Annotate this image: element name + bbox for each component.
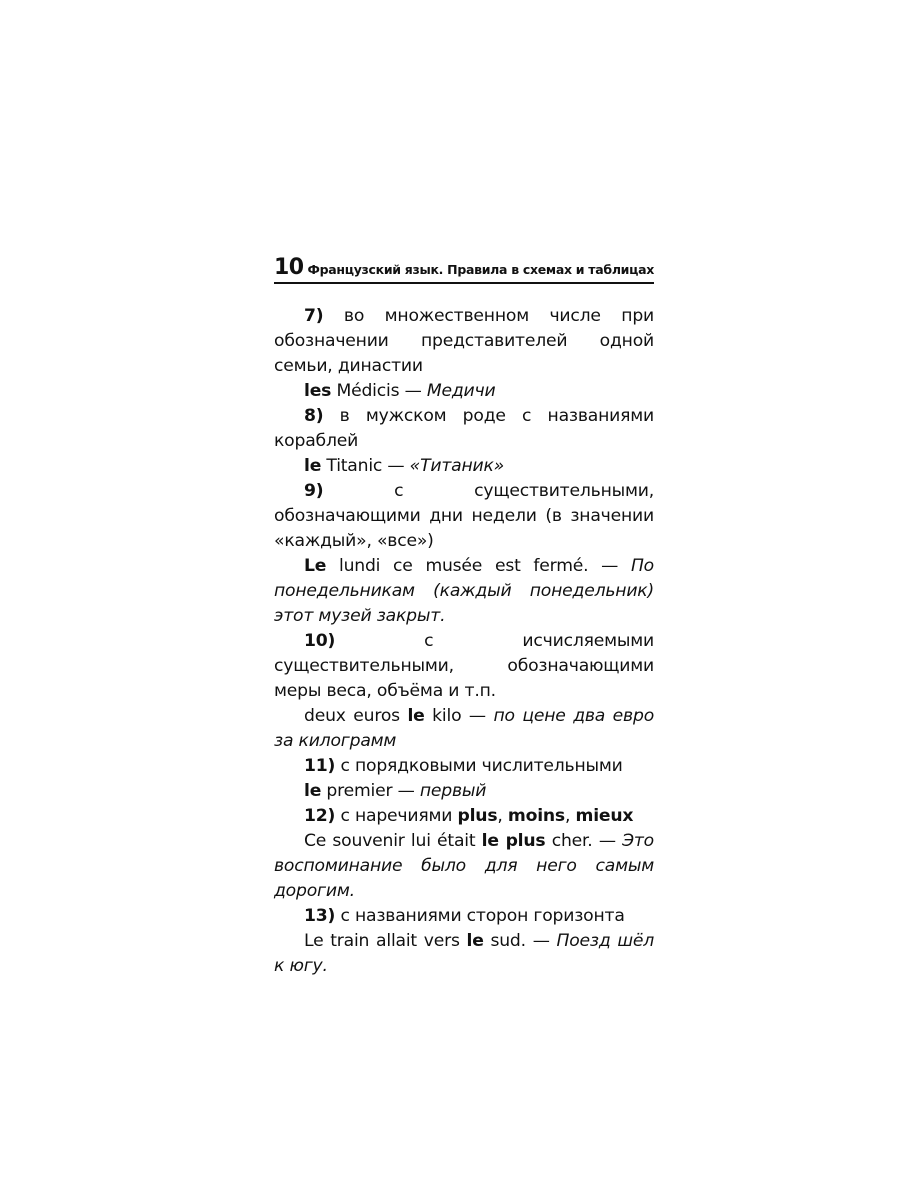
article: les [304, 381, 332, 401]
running-title: Французский язык. Правила в схемах и таблицах [307, 262, 654, 277]
article: Le [304, 556, 327, 576]
item-number: 11) [304, 756, 336, 776]
example [274, 829, 654, 904]
article: le plus [481, 831, 546, 851]
article: le [466, 931, 484, 951]
page-body [274, 304, 654, 979]
rule-item [274, 904, 654, 929]
rule-item [274, 754, 654, 779]
example [274, 379, 654, 404]
article: le [407, 706, 425, 726]
translation: по цене два евро за килограмм [274, 706, 655, 751]
translation: «Титаник» [409, 456, 505, 476]
example-text: Titanic — [321, 456, 410, 476]
item-number: 8) [304, 406, 324, 426]
adverb: mieux [575, 806, 634, 826]
example-text: Le train allait vers [304, 931, 467, 951]
item-text: с исчисляемыми существительными, обозначающими меры веса, объёма и т.п. [274, 631, 654, 701]
translation: Поезд шёл к югу. [274, 931, 655, 976]
translation: Это воспоминание было для него самым дорогим. [274, 831, 654, 901]
article: le [304, 781, 322, 801]
example-text: deux euros [304, 706, 408, 726]
running-header [274, 254, 654, 284]
item-text: во множественном числе при обозначении представителей одной семьи, династии [274, 306, 654, 376]
translation: По понедельникам (каждый понедельник) этот музей закрыт. [274, 556, 654, 626]
example-text: Médicis — [331, 381, 427, 401]
item-text: с существительными, обозначающими дни недели (в значении «каждый», «все») [274, 481, 654, 551]
item-number: 13) [304, 906, 336, 926]
example-text: premier — [321, 781, 420, 801]
item-text: в мужском роде с названиями кораблей [274, 406, 654, 451]
separator: , [564, 806, 576, 826]
article: le [304, 456, 322, 476]
translation: Медичи [426, 381, 496, 401]
example [274, 554, 654, 629]
rule-item [274, 479, 654, 554]
example [274, 779, 654, 804]
example [274, 929, 654, 979]
item-number: 10) [304, 631, 336, 651]
item-text: с наречиями [335, 806, 458, 826]
rule-item [274, 629, 654, 704]
example-text: kilo — [424, 706, 494, 726]
adverb: plus [457, 806, 498, 826]
page-number: 10 [274, 255, 304, 280]
translation: первый [419, 781, 487, 801]
item-text: с названиями сторон горизонта [335, 906, 625, 926]
book-page [274, 254, 655, 976]
example [274, 704, 654, 754]
item-number: 7) [304, 306, 324, 326]
example-text: cher. — [545, 831, 623, 851]
item-number: 12) [304, 806, 336, 826]
item-number: 9) [304, 481, 324, 501]
separator: , [497, 806, 508, 826]
rule-item [274, 304, 654, 379]
rule-item [274, 404, 654, 454]
rule-item [274, 804, 654, 829]
example-text: Ce souvenir lui était [304, 831, 482, 851]
item-text: с порядковыми числительными [335, 756, 623, 776]
adverb: moins [507, 806, 565, 826]
example [274, 454, 654, 479]
example-text: lundi ce musée est fermé. — [326, 556, 631, 576]
header-rule [274, 282, 654, 284]
example-text: sud. — [483, 931, 557, 951]
